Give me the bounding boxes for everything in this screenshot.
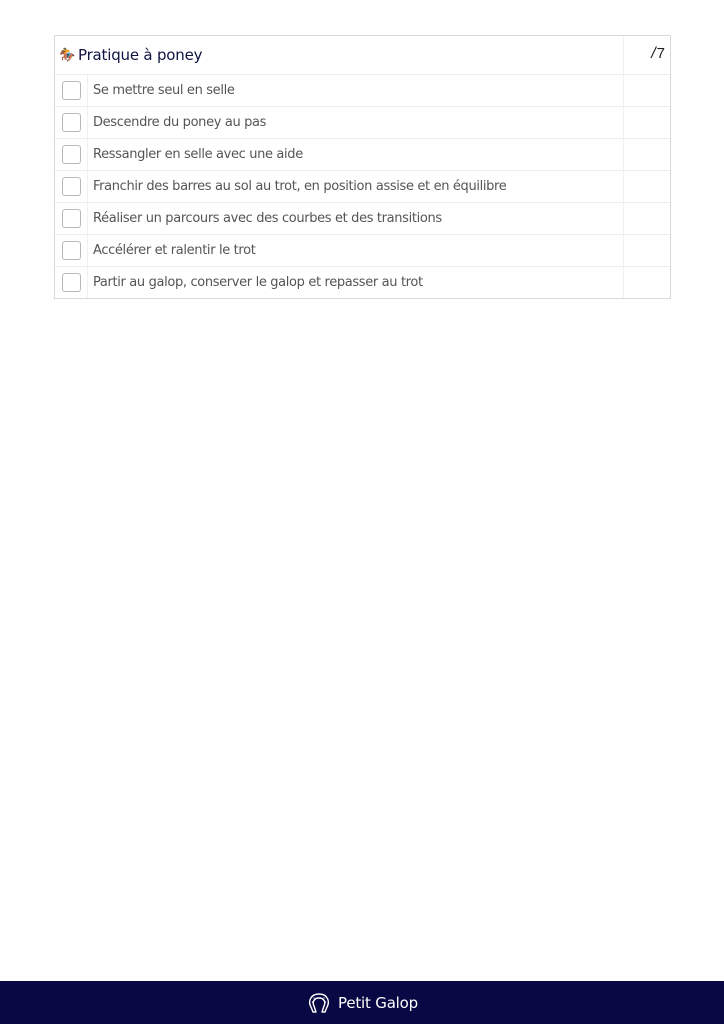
horse-racing-icon: 🏇 bbox=[59, 47, 75, 63]
footer-bar bbox=[0, 981, 724, 1024]
section-title-text: Pratique à poney bbox=[78, 46, 203, 64]
checkbox[interactable] bbox=[62, 81, 81, 100]
checklist-card bbox=[54, 35, 671, 299]
item-label: Accélérer et ralentir le trot bbox=[93, 243, 256, 258]
checkbox[interactable] bbox=[62, 113, 81, 132]
checkbox[interactable] bbox=[62, 209, 81, 228]
item-score-cell bbox=[623, 139, 670, 170]
horseshoe-icon bbox=[306, 990, 332, 1016]
section-title bbox=[55, 36, 623, 74]
item-label: Franchir des barres au sol au trot, en position assise et en équilibre bbox=[93, 179, 507, 194]
checklist-item bbox=[55, 171, 670, 203]
item-score-cell bbox=[623, 171, 670, 202]
item-score-cell bbox=[623, 75, 670, 106]
checkbox[interactable] bbox=[62, 273, 81, 292]
section-header bbox=[55, 36, 670, 75]
item-score-cell bbox=[623, 235, 670, 266]
item-label: Descendre du poney au pas bbox=[93, 115, 267, 130]
item-label: Ressangler en selle avec une aide bbox=[93, 147, 303, 162]
checklist-item bbox=[55, 235, 670, 267]
item-label: Se mettre seul en selle bbox=[93, 83, 235, 98]
checkbox[interactable] bbox=[62, 145, 81, 164]
brand-name: Petit Galop bbox=[338, 993, 418, 1012]
checkbox[interactable] bbox=[62, 177, 81, 196]
item-label: Réaliser un parcours avec des courbes et des transitions bbox=[93, 211, 442, 226]
checklist-item bbox=[55, 107, 670, 139]
checklist-item bbox=[55, 203, 670, 235]
item-score-cell bbox=[623, 107, 670, 138]
score-total: / 7 bbox=[623, 36, 670, 74]
item-score-cell bbox=[623, 203, 670, 234]
item-score-cell bbox=[623, 267, 670, 298]
checklist-item bbox=[55, 139, 670, 171]
checkbox[interactable] bbox=[62, 241, 81, 260]
item-label: Partir au galop, conserver le galop et repasser au trot bbox=[93, 275, 423, 290]
checklist-item bbox=[55, 267, 670, 298]
checklist-item bbox=[55, 75, 670, 107]
